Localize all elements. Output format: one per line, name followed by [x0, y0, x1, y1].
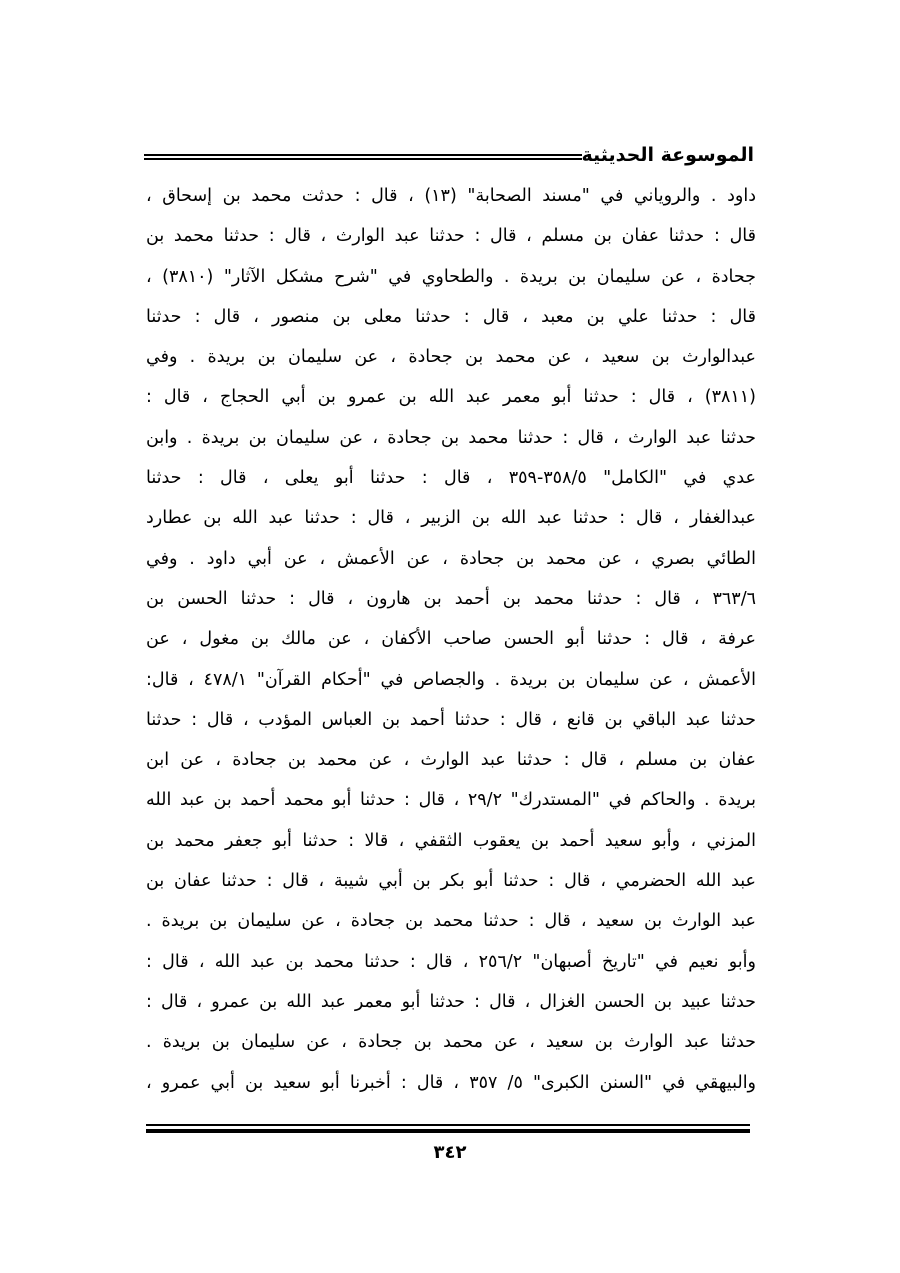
- text-line: قال : حدثنا علي بن معبد ، قال : حدثنا معلى بن منصور ، قال : حدثنا: [146, 306, 756, 327]
- text-line: حدثنا عبيد بن الحسن الغزال ، قال : حدثنا أبو معمر عبد الله بن عمرو ، قال :: [146, 991, 756, 1012]
- text-line: قال : حدثنا عفان بن مسلم ، قال : حدثنا عبد الوارث ، قال : حدثنا محمد بن: [146, 226, 756, 247]
- header-rule-long: [148, 154, 582, 160]
- text-line: حدثنا عبد الباقي بن قانع ، قال : حدثنا أحمد بن العباس المؤدب ، قال : حدثنا: [146, 709, 756, 730]
- header-title: الموسوعة الحديثية: [581, 144, 754, 166]
- text-line: بريدة . والحاكم في "المستدرك" ٢٩/٢ ، قال : حدثنا أبو محمد أحمد بن عبد الله: [146, 790, 756, 811]
- text-line: (٣٨١١) ، قال : حدثنا أبو معمر عبد الله بن عمرو بن أبي الحجاج ، قال :: [146, 387, 756, 408]
- text-line: ٣٦٣/٦ ، قال : حدثنا محمد بن أحمد بن هارون ، قال : حدثنا الحسن بن: [146, 588, 756, 609]
- text-line: جحادة ، عن سليمان بن بريدة . والطحاوي في "شرح مشكل الآثار" (٣٨١٠) ،: [146, 266, 756, 287]
- text-line: المزني ، وأبو سعيد أحمد بن يعقوب الثقفي ، قالا : حدثنا أبو جعفر محمد بن: [146, 830, 756, 851]
- header-rule-short: [144, 154, 202, 160]
- text-line: عفان بن مسلم ، قال : حدثنا عبد الوارث ، عن محمد بن جحادة ، عن ابن: [146, 750, 756, 771]
- text-line: حدثنا عبد الوارث ، قال : حدثنا محمد بن جحادة ، عن سليمان بن بريدة . وابن: [146, 427, 756, 448]
- text-line: عدي في "الكامل" ٣٥٨/٥-٣٥٩ ، قال : حدثنا أبو يعلى ، قال : حدثنا: [146, 468, 756, 489]
- text-line: داود . والروياني في "مسند الصحابة" (١٣) ، قال : حدثت محمد بن إسحاق ،: [146, 186, 756, 206]
- text-line: عبد الله الحضرمي ، قال : حدثنا أبو بكر بن أبي شيبة ، قال : حدثنا عفان بن: [146, 871, 756, 892]
- text-line: حدثنا عبد الوارث بن سعيد ، عن محمد بن جحادة ، عن سليمان بن بريدة .: [146, 1032, 756, 1053]
- text-line: عبدالغفار ، قال : حدثنا عبد الله بن الزبير ، قال : حدثنا عبد الله بن عطارد: [146, 508, 756, 529]
- text-line: عرفة ، قال : حدثنا أبو الحسن صاحب الأكفان ، عن مالك بن مغول ، عن: [146, 629, 756, 650]
- body-text: [146, 176, 756, 1103]
- text-line: والبيهقي في "السنن الكبرى" ٥/ ٣٥٧ ، قال : أخبرنا أبو سعيد بن أبي عمرو ،: [146, 1072, 756, 1093]
- text-line: وأبو نعيم في "تاريخ أصبهان" ٢٥٦/٢ ، قال : حدثنا محمد بن عبد الله ، قال :: [146, 951, 756, 972]
- text-line: الأعمش ، عن سليمان بن بريدة . والجصاص في "أحكام القرآن" ٤٧٨/١ ، قال:: [146, 669, 756, 690]
- text-line: عبدالوارث بن سعيد ، عن محمد بن جحادة ، عن سليمان بن بريدة . وفي: [146, 347, 756, 368]
- text-line: الطائي بصري ، عن محمد بن جحادة ، عن الأعمش ، عن أبي داود . وفي: [146, 548, 756, 569]
- page-header: [148, 140, 754, 174]
- page-number: ٣٤٢: [433, 1142, 467, 1163]
- footer-rule: [146, 1124, 750, 1133]
- text-line: عبد الوارث بن سعيد ، قال : حدثنا محمد بن جحادة ، عن سليمان بن بريدة .: [146, 911, 756, 932]
